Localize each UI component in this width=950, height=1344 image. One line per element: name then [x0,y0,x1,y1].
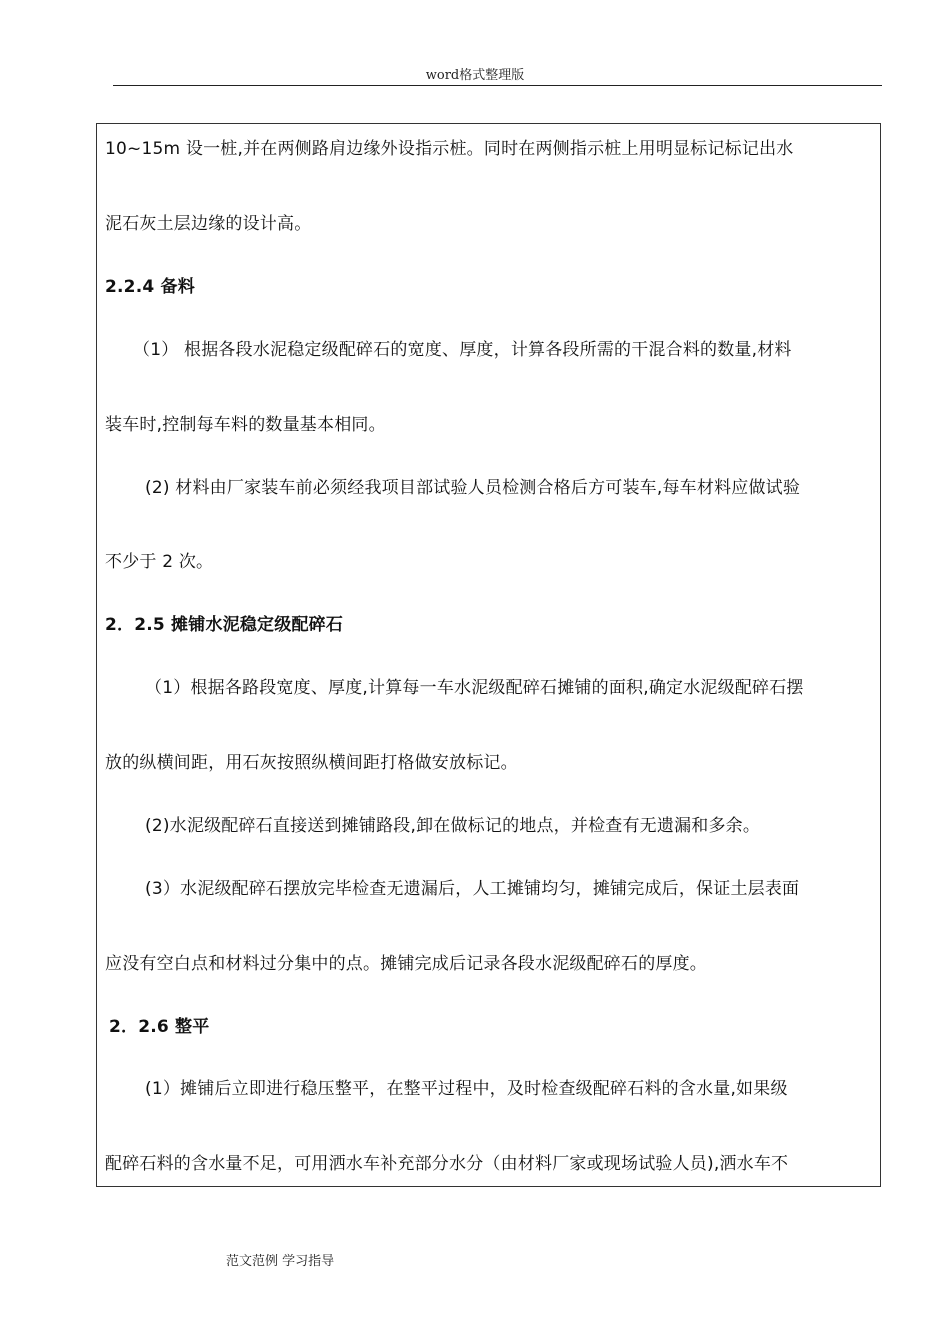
page-header: word格式整理版 [425,68,525,83]
paragraph-line: 配碎石料的含水量不足，可用洒水车补充部分水分（由材料厂家或现场试验人员),洒水车不 [105,1154,789,1174]
paragraph-line: 泥石灰土层边缘的设计高。 [105,214,312,234]
paragraph-line: (2)水泥级配碎石直接送到摊铺路段,卸在做标记的地点，并检查有无遗漏和多余。 [145,816,761,836]
paragraph-line: 放的纵横间距，用石灰按照纵横间距打格做安放标记。 [105,753,518,773]
section-heading: 2．2.6 整平 [109,1017,210,1037]
paragraph-line: 10~15m 设一桩,并在两侧路肩边缘外设指示桩。同时在两侧指示桩上用明显标记标记出水 [105,139,794,159]
paragraph-line: (2) 材料由厂家装车前必须经我项目部试验人员检测合格后方可装车,每车材料应做试验 [145,478,801,498]
paragraph-line: （1）根据各路段宽度、厚度,计算每一车水泥级配碎石摊铺的面积,确定水泥级配碎石摆 [145,678,804,698]
header-divider [113,85,882,86]
paragraph-line: (1）摊铺后立即进行稳压整平，在整平过程中，及时检查级配碎石料的含水量,如果级 [145,1079,788,1099]
paragraph-line: (3）水泥级配碎石摆放完毕检查无遗漏后，人工摊铺均匀，摊铺完成后，保证土层表面 [145,879,800,899]
content-frame [96,123,881,1187]
page-footer: 范文范例 学习指导 [226,1254,335,1269]
section-heading: 2．2.5 摊铺水泥稳定级配碎石 [105,615,344,635]
paragraph-line: 不少于 2 次。 [105,552,214,572]
paragraph-line: 应没有空白点和材料过分集中的点。摊铺完成后记录各段水泥级配碎石的厚度。 [105,954,707,974]
section-heading: 2.2.4 备料 [105,277,195,297]
paragraph-line: （1） 根据各段水泥稳定级配碎石的宽度、厚度，计算各段所需的干混合料的数量,材料 [133,340,792,360]
paragraph-line: 装车时,控制每车料的数量基本相同。 [105,415,386,435]
